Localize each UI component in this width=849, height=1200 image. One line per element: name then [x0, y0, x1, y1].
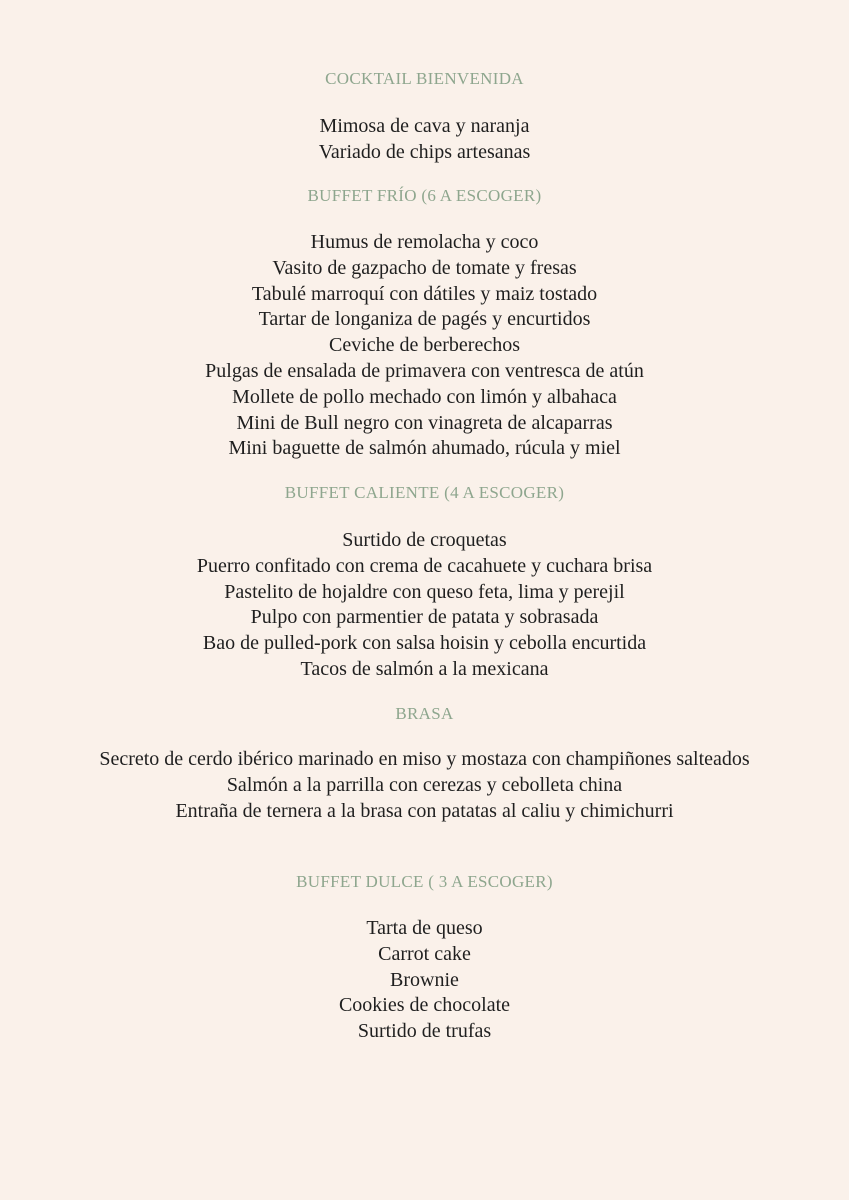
- menu-item: Bao de pulled-pork con salsa hoisin y cebolla encurtida: [202, 632, 647, 655]
- section-items-buffet-caliente: [0, 528, 849, 683]
- section-heading-buffet-dulce: BUFFET DULCE ( 3 A ESCOGER): [296, 872, 553, 891]
- menu-item: Mollete de pollo mechado con limón y albahaca: [232, 385, 617, 408]
- menu-item: Puerro confitado con crema de cacahuete y cuchara brisa: [196, 554, 653, 577]
- menu-item: Tartar de longaniza de pagés y encurtidos: [258, 308, 591, 331]
- menu-item: Salmón a la parrilla con cerezas y cebolleta china: [226, 773, 623, 796]
- menu-item: Surtido de croquetas: [342, 529, 507, 551]
- section-items-buffet-frio: [0, 230, 849, 462]
- menu-item: Mini baguette de salmón ahumado, rúcula y miel: [228, 437, 621, 460]
- section-heading-cocktail: COCKTAIL BIENVENIDA: [325, 69, 524, 88]
- section-heading-buffet-frio: BUFFET FRÍO (6 A ESCOGER): [307, 186, 542, 205]
- menu-item: Mini de Bull negro con vinagreta de alcaparras: [236, 411, 613, 434]
- menu-item: Secreto de cerdo ibérico marinado en miso y mostaza con champiñones salteados: [99, 748, 750, 770]
- menu-item: Brownie: [390, 968, 459, 991]
- menu-item: Ceviche de berberechos: [328, 334, 520, 357]
- menu-item: Pulgas de ensalada de primavera con ventresca de atún: [205, 359, 644, 382]
- section-items-cocktail: [0, 114, 849, 166]
- section-items-brasa: [0, 747, 849, 824]
- menu-item: Tacos de salmón a la mexicana: [300, 657, 549, 680]
- menu-item: Tabulé marroquí con dátiles y maiz tostado: [251, 282, 598, 305]
- menu-item: Pastelito de hojaldre con queso feta, lima y perejil: [224, 580, 625, 603]
- menu-item: Pulpo con parmentier de patata y sobrasada: [250, 606, 599, 629]
- menu-item: Cookies de chocolate: [338, 994, 511, 1017]
- section-heading-brasa: BRASA: [395, 704, 454, 723]
- menu-item: Entraña de ternera a la brasa con patatas al caliu y chimichurri: [175, 799, 674, 822]
- menu-item: Surtido de trufas: [357, 1020, 492, 1043]
- menu-item: Variado de chips artesanas: [318, 140, 531, 163]
- section-items-buffet-dulce: [0, 916, 849, 1045]
- menu-item: Carrot cake: [378, 942, 471, 965]
- menu-item: Humus de remolacha y coco: [310, 231, 539, 253]
- menu-item: Tarta de queso: [366, 917, 483, 939]
- menu-item: Mimosa de cava y naranja: [319, 115, 530, 137]
- section-heading-buffet-caliente: BUFFET CALIENTE (4 A ESCOGER): [284, 483, 565, 502]
- menu-item: Vasito de gazpacho de tomate y fresas: [272, 256, 577, 279]
